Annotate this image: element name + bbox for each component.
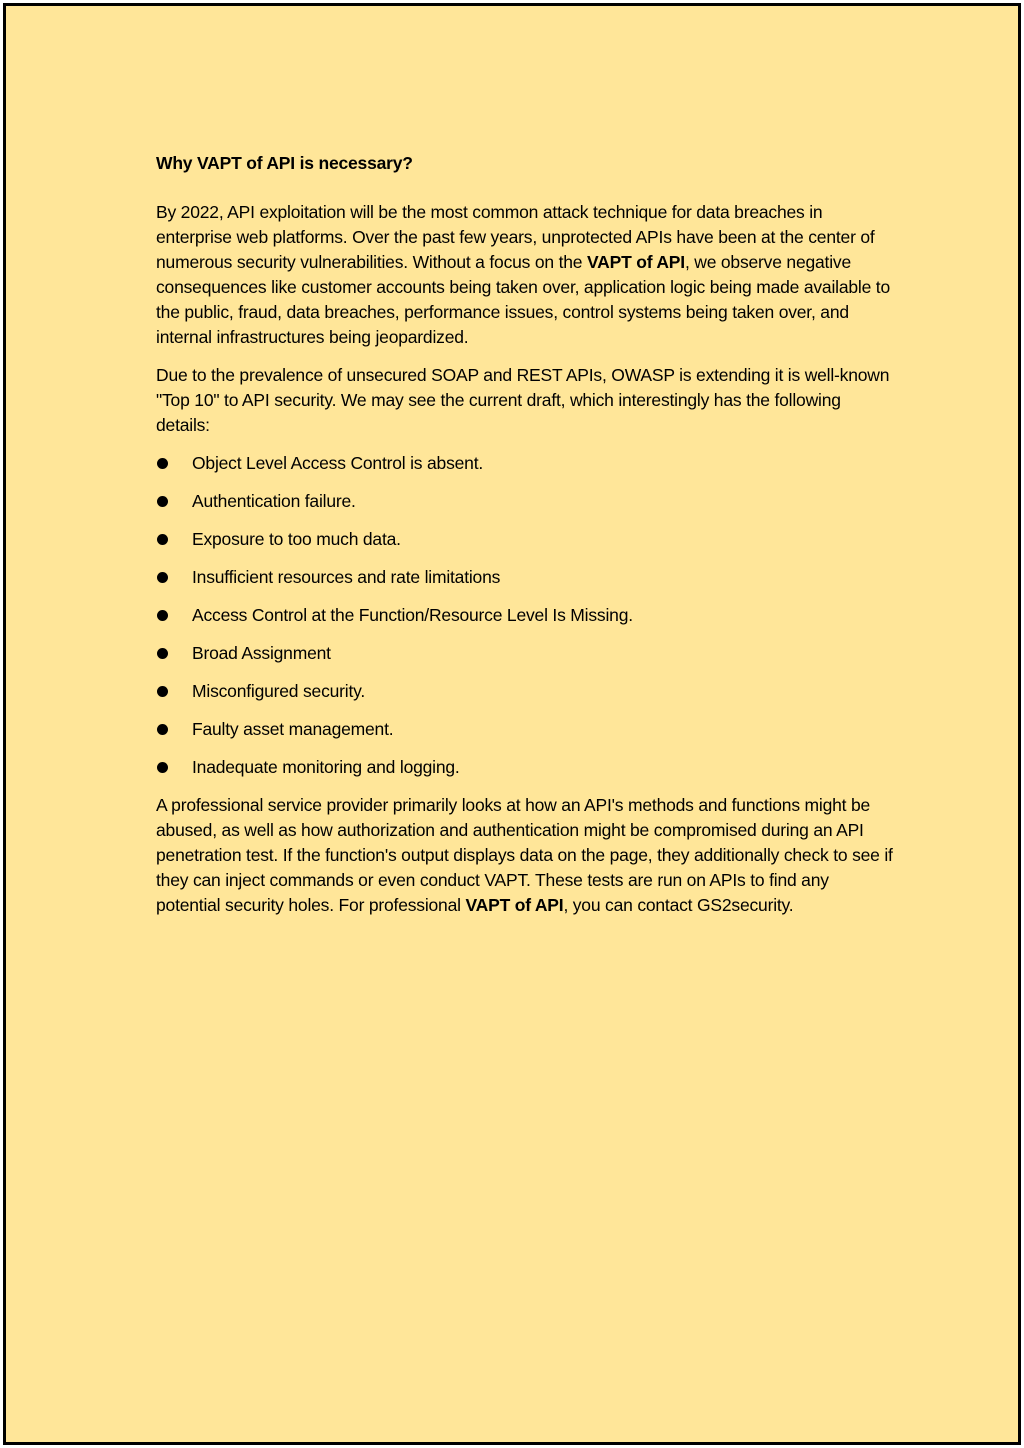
closing-bold-term: VAPT of API [465, 895, 564, 915]
list-item-text: Faulty asset management. [192, 719, 394, 739]
list-item-text: Authentication failure. [192, 491, 356, 511]
closing-text-end: , you can contact GS2security. [563, 895, 794, 915]
intro-text-start: By 2022, API exploitation will be the most common attack technique for data breaches in enterprise web platforms. Over the past few years, unprotected APIs have been at the center of numerous security vulnerabilities. Without a focus on the [156, 202, 875, 272]
list-item-text: Broad Assignment [192, 643, 331, 663]
bullet-icon [157, 458, 168, 469]
bullet-icon [157, 610, 168, 621]
bullet-icon [157, 572, 168, 583]
bullet-icon [157, 496, 168, 507]
list-item-text: Exposure to too much data. [192, 529, 401, 549]
list-item [156, 641, 896, 666]
document-page [3, 3, 1021, 1445]
list-item-text: Insufficient resources and rate limitations [192, 567, 501, 587]
list-item [156, 717, 896, 742]
list-item [156, 527, 896, 552]
intro-bold-term: VAPT of API [586, 252, 685, 272]
list-item [156, 451, 896, 476]
list-item-text: Inadequate monitoring and logging. [192, 757, 460, 777]
section-heading: Why VAPT of API is necessary? [156, 153, 413, 173]
list-item [156, 603, 896, 628]
list-item-text: Misconfigured security. [192, 681, 366, 701]
owasp-paragraph: Due to the prevalence of unsecured SOAP and REST APIs, OWASP is extending it is well-known "Top 10" to API security. We may see the current draft, which interestingly has the following details: [156, 365, 890, 435]
document-content [156, 151, 896, 931]
list-item-text: Access Control at the Function/Resource Level Is Missing. [192, 605, 633, 625]
bullet-icon [157, 762, 168, 773]
bullet-icon [157, 534, 168, 545]
closing-paragraph [156, 793, 896, 918]
closing-text-start: A professional service provider primarily looks at how an API's methods and functions might be abused, as well as how authorization and authentication might be compromised during an API penetration test. If the function's output displays data on the page, they additionally check to see if they can inject commands or even conduct VAPT. These tests are run on APIs to find any potential security holes. For professional [156, 795, 893, 915]
vulnerability-list [156, 451, 896, 780]
bullet-icon [157, 648, 168, 659]
intro-paragraph [156, 200, 896, 350]
list-item [156, 565, 896, 590]
bullet-icon [157, 724, 168, 735]
list-item-text: Object Level Access Control is absent. [192, 453, 484, 473]
list-item [156, 755, 896, 780]
list-item [156, 679, 896, 704]
list-item [156, 489, 896, 514]
bullet-icon [157, 686, 168, 697]
intro-text-end: , we observe negative consequences like customer accounts being taken over, application logic being made available to the public, fraud, data breaches, performance issues, control systems being taken over, and internal infrastructures being jeopardized. [156, 252, 890, 347]
